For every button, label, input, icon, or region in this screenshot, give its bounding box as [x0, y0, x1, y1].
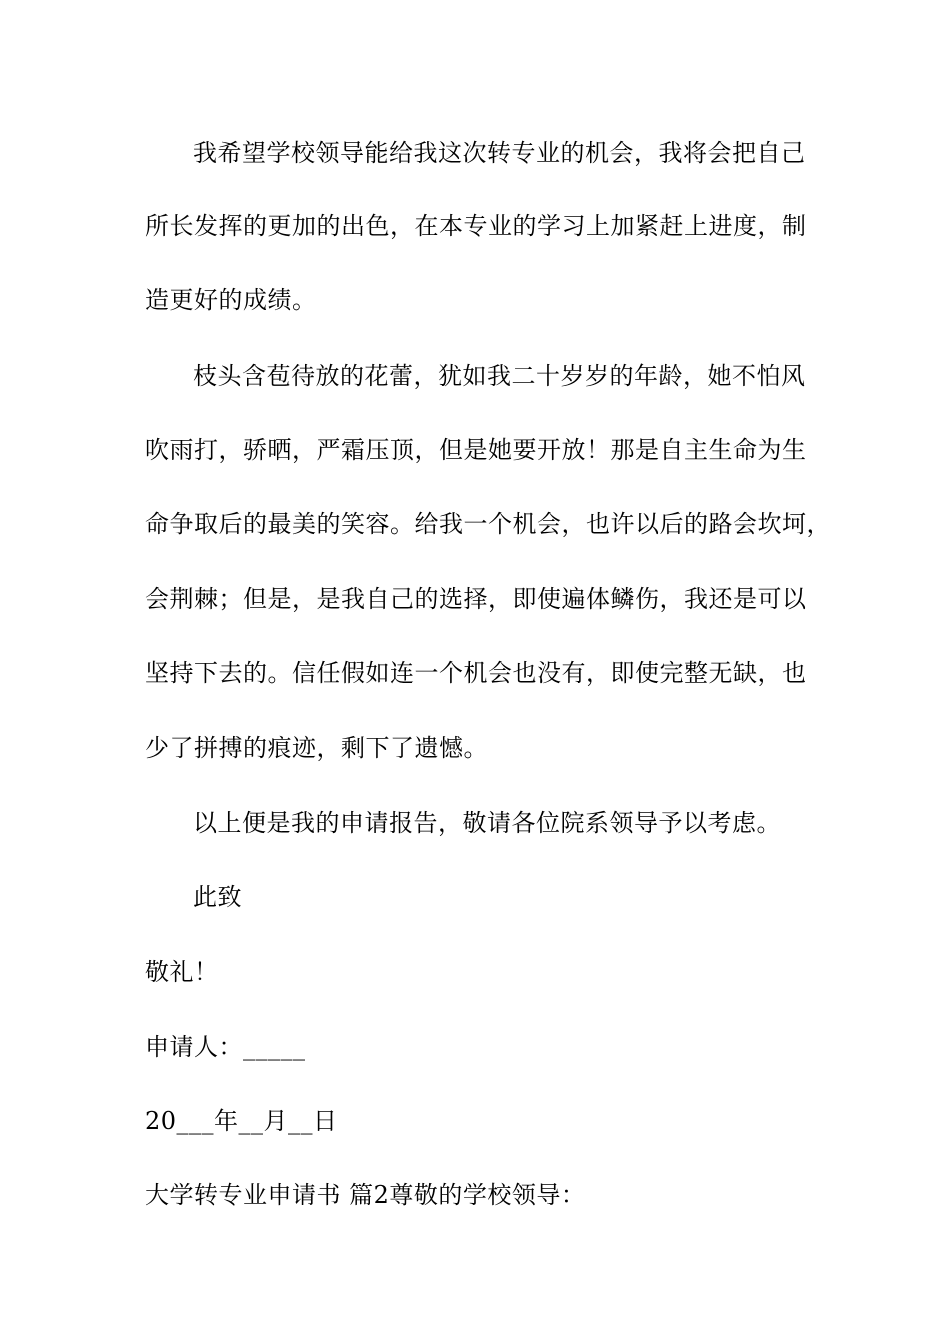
- next-section-heading: 大学转专业申请书 篇2尊敬的学校领导：: [145, 1181, 586, 1209]
- closing-text: 此致: [193, 883, 242, 911]
- paragraph-1-line-2: 所长发挥的更加的出色，在本专业的学习上加紧赶上进度，制: [145, 212, 807, 240]
- paragraph-1-line-3: 造更好的成绩。: [145, 286, 317, 314]
- paragraph-3: 以上便是我的申请报告，敬请各位院系领导予以考虑。: [193, 809, 781, 837]
- salute-text: 敬礼！: [145, 958, 219, 986]
- paragraph-2-line-2: 吹雨打，骄晒，严霜压顶，但是她要开放！那是自主生命为生: [145, 436, 807, 464]
- paragraph-2-line-6: 少了拼搏的痕迹，剩下了遗憾。: [145, 734, 488, 762]
- paragraph-2-line-3: 命争取后的最美的笑容。给我一个机会，也许以后的路会坎坷，: [145, 510, 831, 538]
- paragraph-1-line-1: 我希望学校领导能给我这次转专业的机会，我将会把自己: [193, 139, 806, 167]
- applicant-line: 申请人：_____: [145, 1033, 306, 1061]
- paragraph-2-line-4: 会荆棘；但是，是我自己的选择，即使遍体鳞伤，我还是可以: [145, 585, 807, 613]
- date-line: 20___年__月__日: [145, 1107, 338, 1135]
- paragraph-2-line-5: 坚持下去的。信任假如连一个机会也没有，即使完整无缺，也: [145, 659, 807, 687]
- paragraph-2-line-1: 枝头含苞待放的花蕾，犹如我二十岁岁的年龄，她不怕风: [193, 362, 806, 390]
